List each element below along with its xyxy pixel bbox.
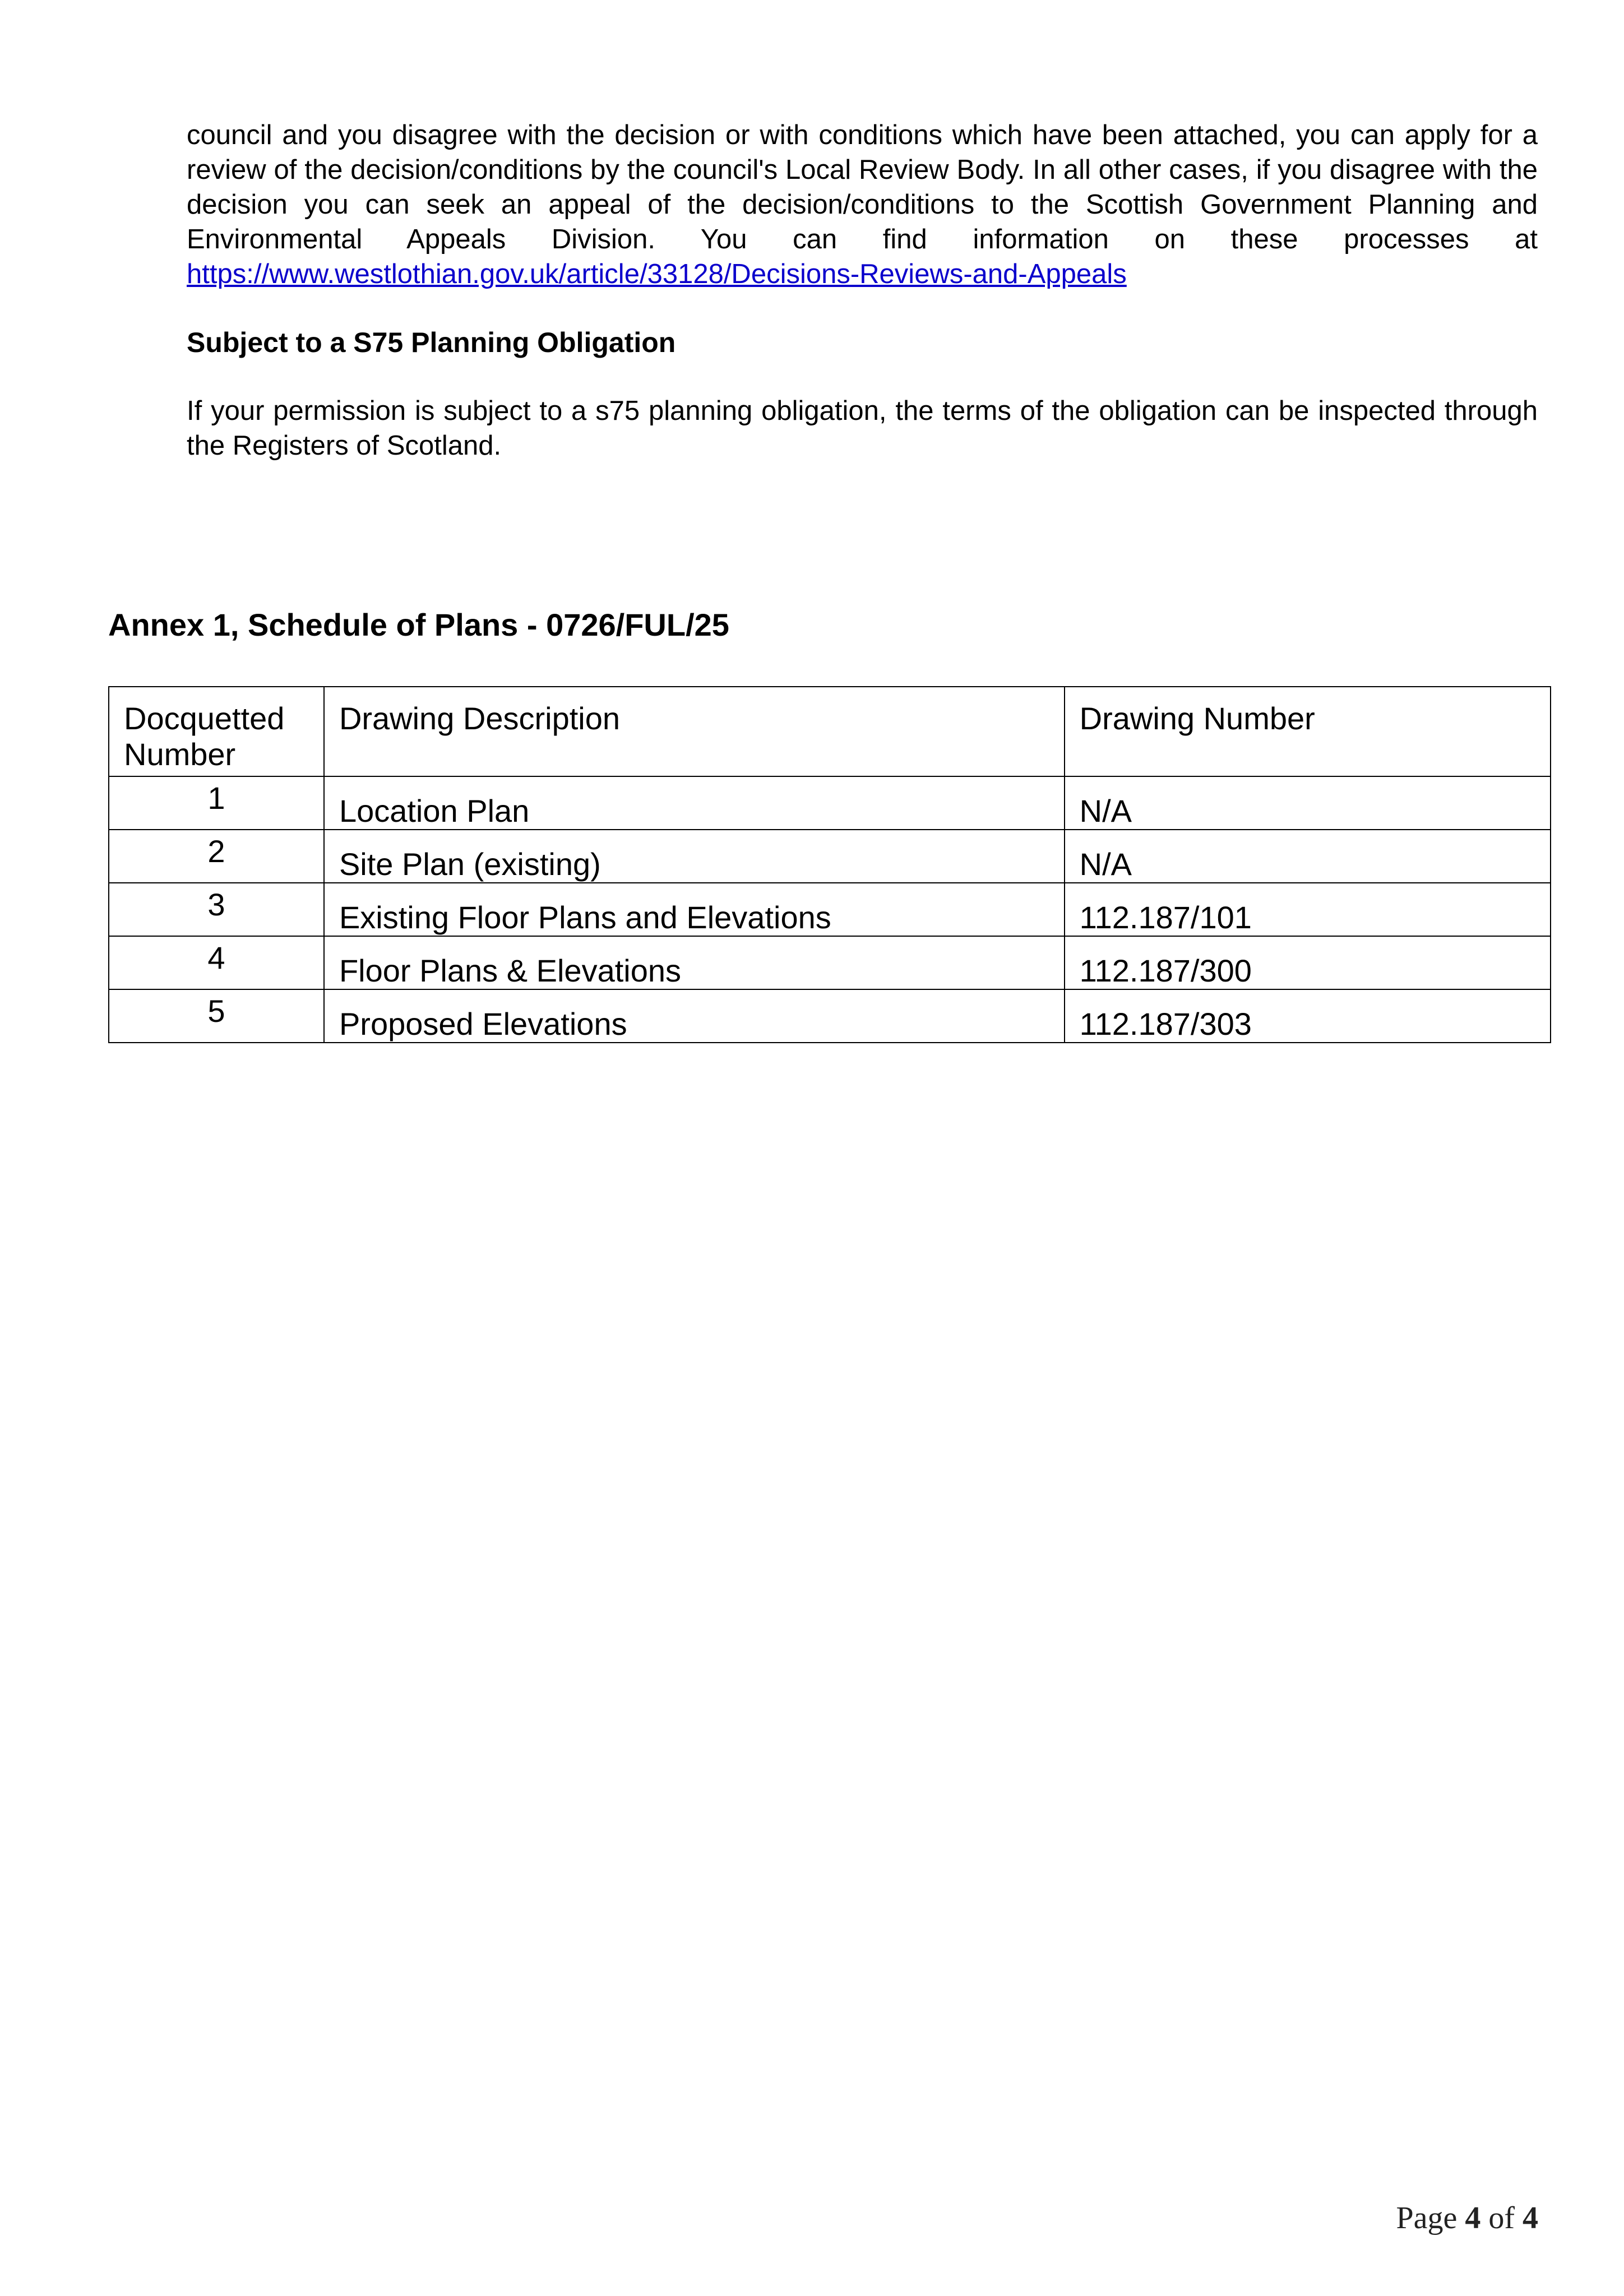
decisions-reviews-appeals-link[interactable]: https://www.westlothian.gov.uk/article/33128/Decisions-Reviews-and-Appeals [187, 259, 1127, 289]
page-label: Page [1396, 2201, 1458, 2235]
table-row [109, 936, 1551, 989]
column-header-drawing-number: Drawing Number [1065, 687, 1551, 776]
annex-heading: Annex 1, Schedule of Plans - 0726/FUL/25 [108, 607, 729, 642]
table-row [109, 883, 1551, 936]
drawing-description-cell: Site Plan (existing) [324, 830, 1065, 883]
review-appeal-text: council and you disagree with the decision or with conditions which have been attached, you can apply for a review of the decision/conditions by the council's Local Review Body. In all other cases, if you disagree with the decision you can seek an appeal of the decision/conditions to the Scottish Government Planning and Environmental Appeals Division. You can find information on these processes at [187, 120, 1538, 254]
docquetted-number-cell: 2 [109, 830, 324, 883]
table-row [109, 776, 1551, 830]
column-header-docquetted-number: Docquetted Number [109, 687, 324, 776]
docquetted-number-cell: 3 [109, 883, 324, 936]
review-appeal-paragraph [187, 118, 1538, 291]
drawing-description-cell: Floor Plans & Elevations [324, 936, 1065, 989]
s75-paragraph: If your permission is subject to a s75 planning obligation, the terms of the obligation can be inspected through the Registers of Scotland. [187, 396, 1538, 461]
table-header-row [109, 687, 1551, 776]
drawing-description-cell: Proposed Elevations [324, 989, 1065, 1043]
drawing-number-cell: 112.187/101 [1065, 883, 1551, 936]
page-of-label: of [1488, 2201, 1515, 2235]
table-row [109, 830, 1551, 883]
docquetted-number-cell: 5 [109, 989, 324, 1043]
page-total: 4 [1523, 2201, 1538, 2235]
page-current: 4 [1465, 2201, 1481, 2235]
column-header-drawing-description: Drawing Description [324, 687, 1065, 776]
drawing-number-cell: 112.187/303 [1065, 989, 1551, 1043]
drawing-number-cell: N/A [1065, 776, 1551, 830]
docquetted-number-cell: 1 [109, 776, 324, 830]
s75-section-heading: Subject to a S75 Planning Obligation [187, 327, 676, 358]
schedule-of-plans-table [108, 686, 1551, 1043]
docquetted-number-cell: 4 [109, 936, 324, 989]
page-number [1396, 2198, 1538, 2238]
drawing-number-cell: N/A [1065, 830, 1551, 883]
drawing-number-cell: 112.187/300 [1065, 936, 1551, 989]
drawing-description-cell: Existing Floor Plans and Elevations [324, 883, 1065, 936]
table-row [109, 989, 1551, 1043]
drawing-description-cell: Location Plan [324, 776, 1065, 830]
